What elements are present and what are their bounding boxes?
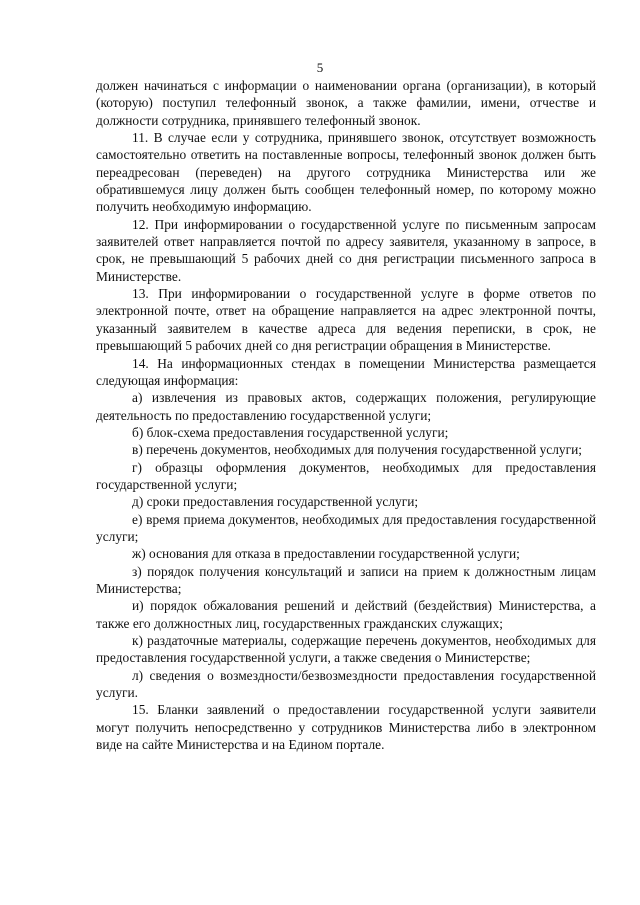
page-number: 5 [316,60,324,75]
document-body [96,77,596,753]
paragraph: должен начинаться с информации о наименовании органа (организации), в который (которую) поступил телефонный звонок, а также фамилии, имени, отчестве и должности сотрудника, принявшего телефонный звонок. [96,78,596,128]
list-item: а) извлечения из правовых актов, содержащих положения, регулирующие деятельность по предоставлению государственной услуги; [96,390,596,423]
paragraph: 12. При информировании о государственной услуге по письменным запросам заявителей ответ направляется почтой по адресу заявителя, указанному в запросе, в срок, не превышающий 5 рабочих дней со дня регистрации письменного запроса в Министерстве. [96,216,596,284]
list-item: б) блок-схема предоставления государственной услуги; [132,424,449,440]
list-item: г) образцы оформления документов, необходимых для предоставления государственной услуги; [96,459,596,492]
list-item: и) порядок обжалования решений и действий (бездействия) Министерства, а также его должностных лиц, государственных гражданских служащих; [96,598,596,631]
list-item: в) перечень документов, необходимых для получения государственной услуги; [132,442,583,458]
paragraph: 13. При информировании о государственной услуге в форме ответов по электронной почте, ответ на обращение направляется на адрес электронной почты, указанный заявителем в качестве адреса для ведения переписки, в срок, не превышающий 5 рабочих дней со дня регистрации обращения в Министерстве. [96,286,596,354]
list-item: л) сведения о возмездности/безвозмездности предоставления государственной услуги. [96,667,596,701]
paragraph: 11. В случае если у сотрудника, принявшего звонок, отсутствует возможность самостоятельно ответить на поставленные вопросы, телефонный звонок должен быть переадресован (переведен) на другого сотрудника Министерства или же обратившемуся лицу должен быть сообщен телефонный номер, по которому можно получить необходимую информацию. [96,130,596,215]
paragraph: 14. На информационных стендах в помещении Министерства размещается следующая информация: [96,355,596,388]
list-item: з) порядок получения консультаций и записи на прием к должностным лицам Министерства; [96,563,596,596]
list-item: к) раздаточные материалы, содержащие перечень документов, необходимых для предоставления государственной услуги, а также сведения о Министерстве; [96,633,596,666]
paragraph: 15. Бланки заявлений о предоставлении государственной услуги заявители могут получить непосредственно у сотрудников Министерства либо в электронном виде на сайте Министерства и на Едином портале. [96,702,596,753]
list-item: д) сроки предоставления государственной услуги; [132,494,419,510]
list-item: е) время приема документов, необходимых для предоставления государственной услуги; [96,511,596,544]
list-item: ж) основания для отказа в предоставлении государственной услуги; [132,546,520,562]
